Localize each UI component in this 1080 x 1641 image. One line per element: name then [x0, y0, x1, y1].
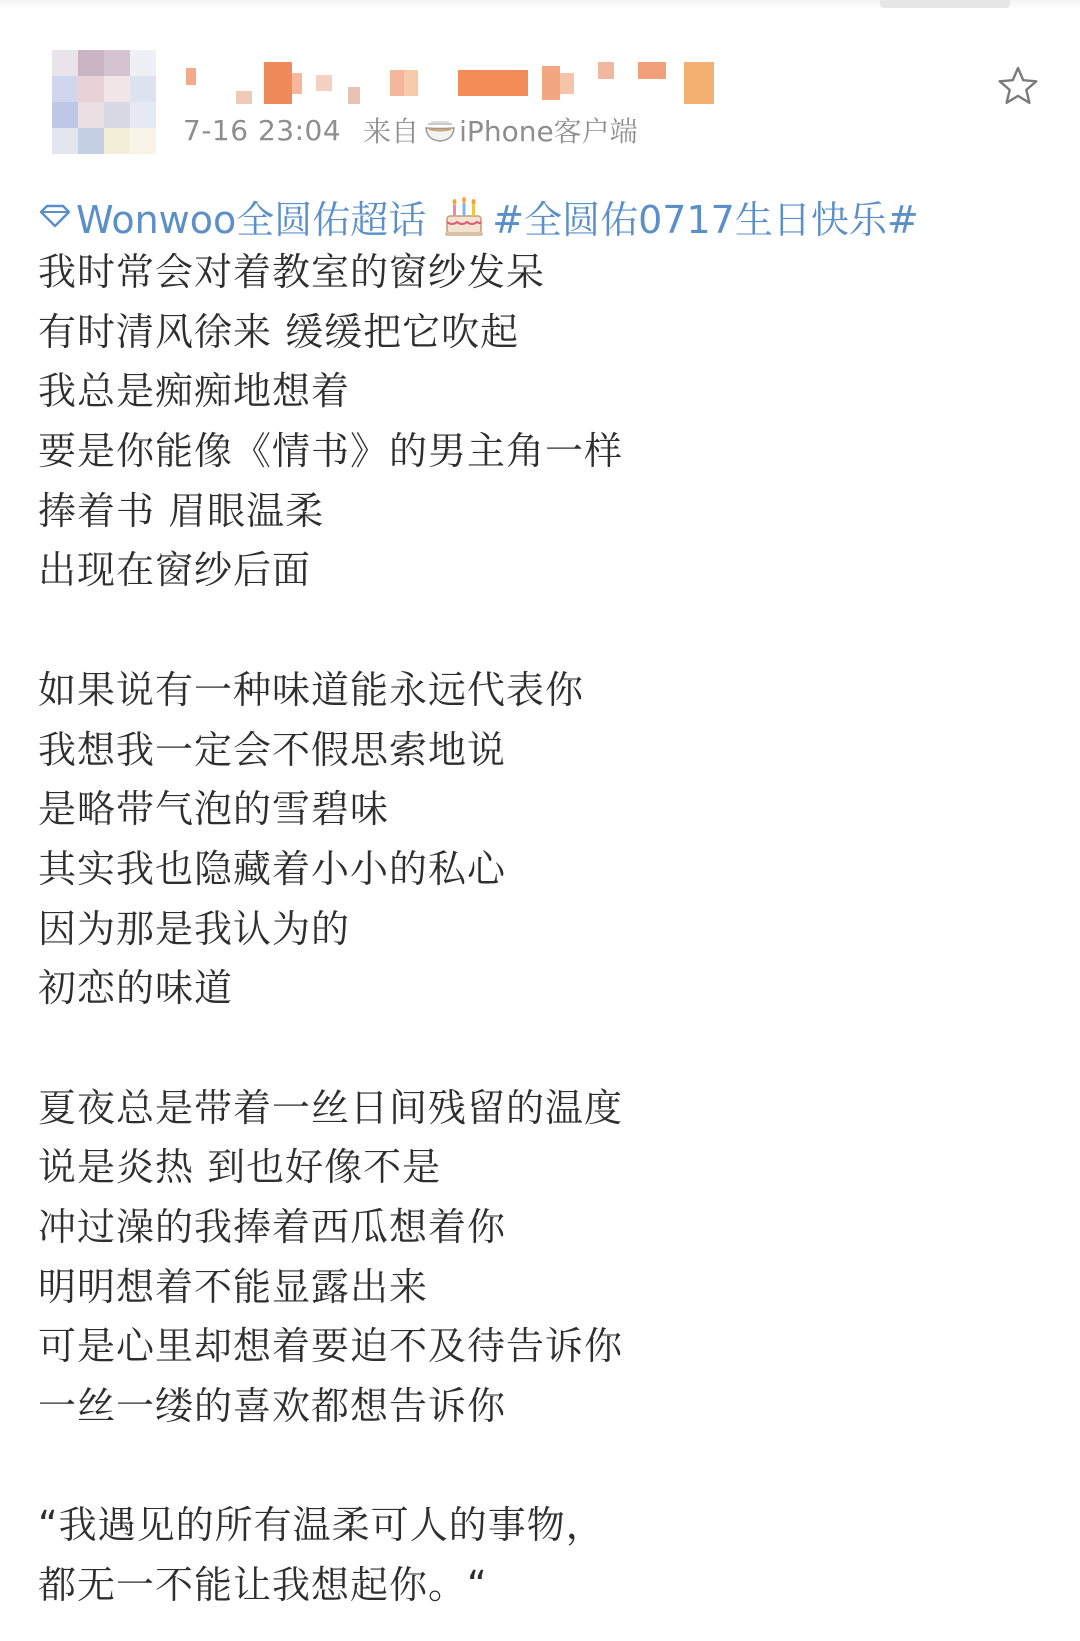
diamond-icon [38, 203, 72, 229]
post-text [38, 243, 1038, 1616]
post-line: 初恋的味道 [38, 966, 234, 1011]
noodle-bowl-icon [423, 116, 457, 144]
post-line: 一丝一缕的喜欢都想告诉你 [38, 1384, 507, 1429]
post-line: “我遇见的所有温柔可人的事物， [38, 1503, 605, 1548]
post-line: 要是你能像《情书》的男主角一样 [38, 429, 624, 474]
post-line: 有时清风徐来 缓缓把它吹起 [38, 309, 520, 354]
star-outline-icon[interactable] [996, 64, 1040, 108]
blank-line [38, 601, 1038, 661]
post-line: 说是炎热 到也好像不是 [38, 1145, 442, 1190]
post-line: 都无一不能让我想起你。“ [38, 1563, 488, 1608]
super-topic-link[interactable]: Wonwoo全圆佑超话 [76, 197, 427, 242]
cropped-header-fragment [880, 0, 1010, 8]
post-line: 夏夜总是带着一丝日间残留的温度 [38, 1085, 624, 1130]
post-line: 我时常会对着教室的窗纱发呆 [38, 250, 546, 294]
post-line: 冲过澡的我捧着西瓜想着你 [38, 1205, 507, 1249]
post-line: 我总是痴痴地想着 [38, 369, 351, 414]
topic-row [38, 190, 919, 242]
post-line: 其实我也隐藏着小小的私心 [38, 846, 507, 891]
post-line: 明明想着不能显露出来 [38, 1264, 429, 1309]
post-line: 是略带气泡的雪碧味 [38, 787, 390, 832]
post-line: 可是心里却想着要迫不及待告诉你 [38, 1324, 624, 1369]
birthday-cake-icon [440, 192, 488, 240]
hashtag-link[interactable]: #全圆佑0717生日快乐# [492, 197, 919, 242]
post-line: 出现在窗纱后面 [38, 548, 312, 593]
avatar[interactable] [52, 50, 156, 154]
post-line: 我想我一定会不假思索地说 [38, 727, 507, 772]
source-client[interactable]: iPhone客户端 [459, 115, 638, 148]
blank-line [38, 1437, 1038, 1497]
username-redacted[interactable] [186, 62, 766, 104]
post-line: 捧着书 眉眼温柔 [38, 488, 325, 533]
post-meta [183, 108, 638, 152]
source-prefix: 来自 [363, 115, 420, 148]
post-line: 因为那是我认为的 [38, 906, 351, 951]
post-line: 如果说有一种味道能永远代表你 [38, 667, 585, 712]
post-time: 7-16 23:04 [183, 113, 342, 147]
blank-line [38, 1019, 1038, 1079]
